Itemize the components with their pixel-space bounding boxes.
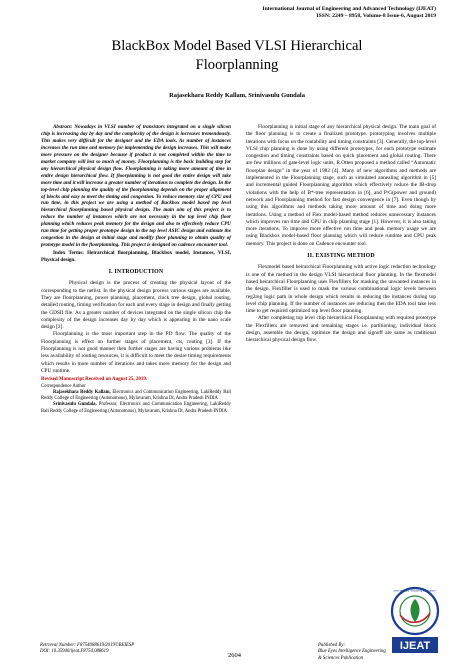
author-2-details: Professor, Electronics and Communication Engineering, LakiReddy Bali Reddy College of Engineering (Autonomous), Mylavaram, Krishna Dt, Andra Pradesh INDIA [41,402,231,414]
footer-right [318,643,386,662]
author-2-name: Srinivasulu Gundala, [53,402,97,408]
title-line-2: Floorplanning [195,57,279,73]
intro-paragraph-1: Physical design is the process of creating the physical layout of the corresponding to the netlist. In the physical design process various stages are available. They are floorplanning, power planning, placement, clock tree design, global routing, detailed routing, timing verification for each and every stage in design and finally getting the GDSII file. As a greater number of devices integrated on the single silicon chip the complexity of the design increases day by day which is appearing in the nano scale design [2]. [41,280,231,331]
doi: DOI: 10.35940/ijeat.F8754.088619 [40,649,109,655]
author-2-affiliation [41,402,231,414]
paper-title [40,37,434,75]
right-paragraph-1: Floorplanning is initial stage of any hierarchical physical design. The main goal of the floor planning is to create a finalized prototype. prototyping involves multiple iterations with focus on the routability and timing constraints [3]. Generally, the top-level VLSI chip planning is done by using different prototypes, for each prototype estimate congestion and timing constraints based on quick placement and global routing. There are few millions of gate-level logic units, R.Otten proposed a method called “Automatic floorplan design” in the year of 1982 [4]. Many of new algorithms and methods are implemented in the Floorplanning stage, such as simulated annealing algorithm in [5] and incremental guided Floorplanning algorithm which effectively reduce the IR-drop violations with the help of B*-tree representation in [6], and P/G(power and ground) network and Floorplanning method for fast design convergence in [7]. Even though by using this algorithms and methods taking more amount of time and doing more iterations. Using a method of Flex model-based method reduces unnecessary instances which improves run time and CPU in chip planning stage [1]. However, it is also taking more iterations. To improve more effective run time and peak memory usage we are using Blackbox model-based floor planning which will reduce runtime and CPU peak memory. This project is done on Cadence encounter tool. [246,124,436,247]
journal-name: International Journal of Engineering and Advanced Technology (IJEAT) [262,6,436,12]
existing-paragraph-1: Flexmodel based heirarchical Floorplanning with active logic reduction technology is one of the method in the design VLSI hierarchical floor planning. In the flexmodel based heirarchical Floorplanning uses Flexfillers for masking the unwanted instances in the design. Flexfiller is used to mask the various combinational logic levels between reg2reg logic path in whole design which results in reducing the instances during top level chip planning. If the number of instances are reducing then the EDA tool take less time to get required optimized top level floor planning. [246,264,436,315]
title-line-1: BlackBox Model Based VLSI Hierarchical [111,38,363,54]
author-1-affiliation [41,390,231,402]
published-by: Published By: [318,643,346,648]
author-1-name: Rajasekhara Reddy Kallam, [53,389,111,395]
correspondence-note: Correspondence Author [41,383,86,389]
right-column [246,124,436,345]
page-number: 2604 [228,652,241,659]
footer-left [40,643,134,656]
logo-label: IJEAT [399,640,431,652]
author-1-details: Electronics and Communication Engineering, LakiReddy Bali Reddy College of Engineering (Autonomous), Mylavaram, Krishna Dt, Andra Pradesh INDIA [41,389,232,402]
journal-issn: ISSN: 2249 – 8958, Volume-8 Issue-6, August 2019 [316,13,436,20]
journal-header [263,6,436,20]
logo-ring-text: www.ijeat.org • Exploring Innovation • [393,589,437,593]
left-column [41,124,231,415]
section-heading-existing-method: II. EXISTING METHOD [307,253,375,260]
ijeat-logo [390,585,440,663]
publisher-line-2: & Sciences Publication [318,655,364,661]
existing-paragraph-2: After completing top level chip hierarchical Floorplanning with required prototype the Flexfillers are removed and remaining stages i.e. partitioning, individual block design, assemble the design, optimize the design and signoff are same as traditional hierarchical physical design flow. [246,315,436,344]
author-line: Rajasekhara Reddy Kallam, Srinivasulu Gundala [169,92,305,99]
intro-paragraph-2: Floorplanning is the most important step in the PD flow. The quality of the Floorplanning is effect on further stages of placement, cts, routing [3]. If the Floorplanning is not good manner then further stages are having various problems like less availability of routing resources, it is difficult to meet the desire timing requirements which results in more number of iterations and takes more memory for the design and CPU runtime. [41,331,231,374]
retrieval-number: Retrieval Number: F8754088619/2019©BEIESP [40,643,135,648]
section-heading-introduction: I. INTRODUCTION [108,269,164,276]
index-terms: Index Terms: Heirarchical floorplanning, Blackbox model, Instances, VLSI, Physical design. [41,250,231,264]
revised-notice: Revised Manuscript Received on August 25, 2019. [41,377,148,383]
abstract: Abstract: Nowadays in VLSI number of transistors integrated on a single silicon chip is increasing day by day and the complexity of the design is increases tremendously. This makes very difficult for the designer and the EDA tools. As number of instances increases the run time and memory for implementing the design increases. This will make more pressure on the designer because if product is not completed within the time to market company will lost so much of money. Floorplanning is the basic building step for any hierarchical physical design flow. Floorplanning is taking more amount of time in entire design hierarchical flow. If floorplanning is not good the entire design will take more time and it will increase a greater number of iterations to complete the design. In the top-level chip planning the quality of the floorplanning depends on the proper alignment of blocks and easy to meet the timing and congestion. To reduce memory size of CPU and run time, in this project we are using a method of Backbox model based top level hierarchical floorplanning based physical design. The main aim of this project is to reduce the number of instances which are not necessary in the top level chip floor planning which reduces peak memory for the design and also to effectively reduce CPU run time for getting proper prototype design in the top level ASIC design and estimate the congestion in the design at initial stage and modify floor planning to obtain quality of prototype model in the floorplanning. This project is designed on cadence encounter tool. [41,124,231,249]
publisher-line-1: Blue Eyes Intelligence Engineering [318,649,386,655]
